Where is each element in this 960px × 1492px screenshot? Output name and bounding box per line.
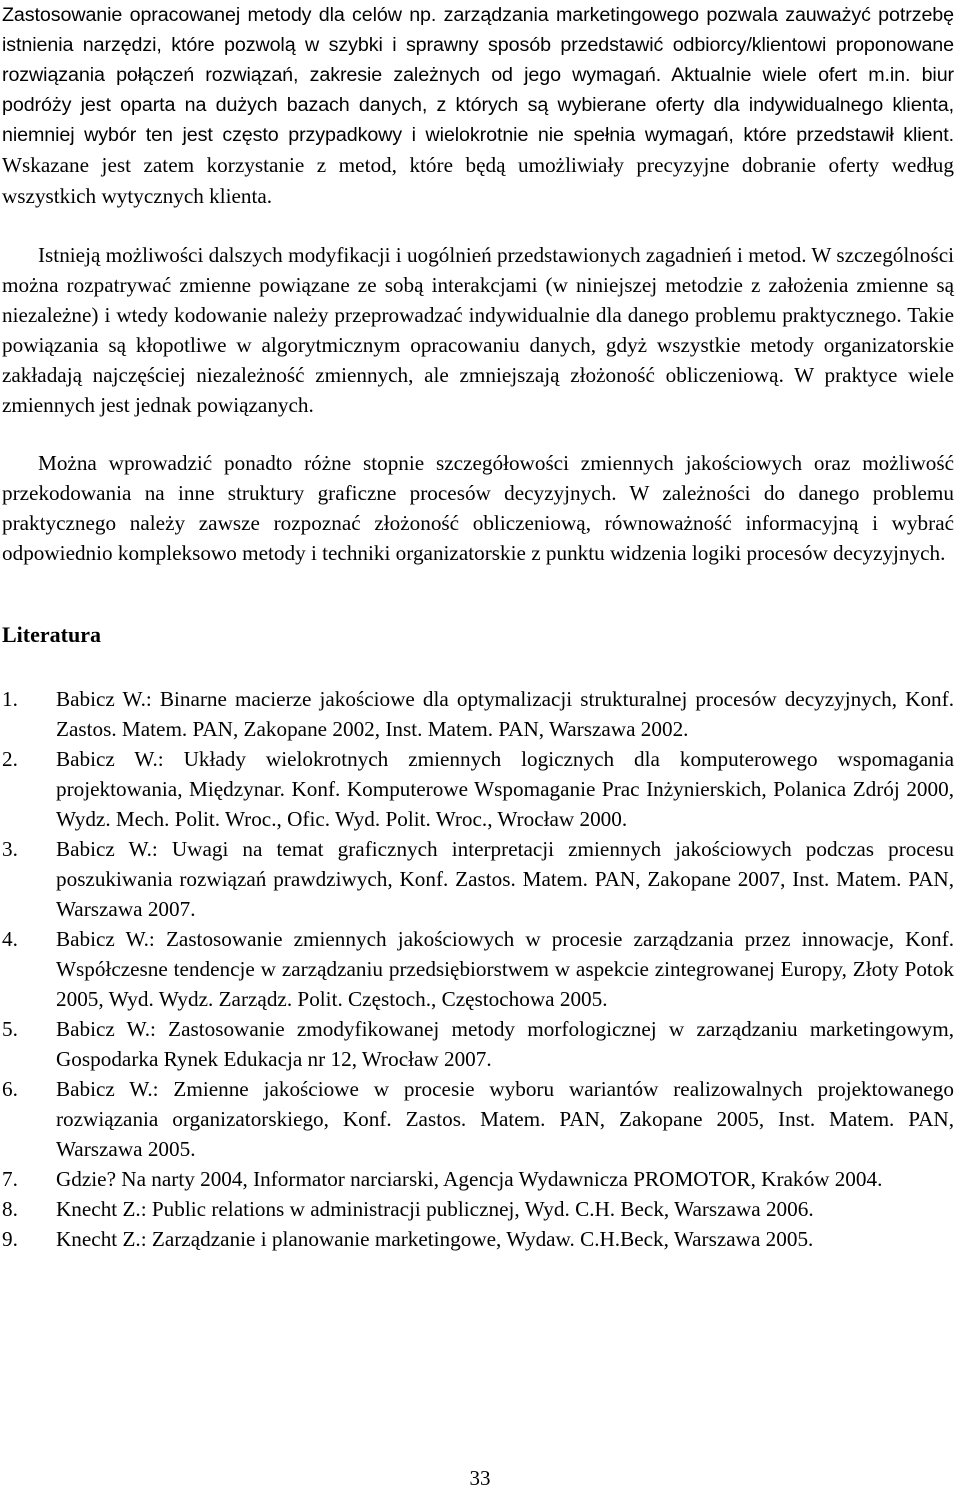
paragraph-intro xyxy=(2,0,954,212)
reference-text: Babicz W.: Uwagi na temat graficznych interpretacji zmiennych jakościowych podczas procesu poszukiwania rozwiązań prawdziwych, Konf. Zastos. Matem. PAN, Zakopane 2007, Inst. Matem. PAN, Warszawa 2007. xyxy=(56,837,954,921)
page-number: 33 xyxy=(469,1466,491,1490)
reference-number: 3. xyxy=(2,837,18,861)
reference-text: Babicz W.: Zmienne jakościowe w procesie wyboru wariantów realizowalnych projektowanego rozwiązania organizatorskiego, Konf. Zastos. Matem. PAN, Zakopane 2005, Inst. Matem. PAN, Warszawa 2005. xyxy=(56,1077,954,1161)
reference-item xyxy=(2,1164,954,1194)
reference-text: Knecht Z.: Zarządzanie i planowanie marketingowe, Wydaw. C.H.Beck, Warszawa 2005. xyxy=(56,1227,814,1251)
reference-item xyxy=(2,1014,954,1074)
reference-number: 7. xyxy=(2,1167,18,1191)
reference-number: 1. xyxy=(2,687,18,711)
paragraph-intro-sans-text: Zastosowanie opracowanej metody dla celów np. zarządzania marketingowego pozwala zauważyć potrzebę istnienia narzędzi, które pozwolą w szybki i sprawny sposób przedstawić odbiorcy/klientowi proponowane rozwiązania połączeń rozwiązań, zakresie zależnych od jego wymagań. Aktualnie wiele ofert m.in. biur podróży jest oparta na dużych bazach danych, z których są wybierane oferty dla indywidualnego klienta, niemniej wybór ten jest często przypadkowy i wielokrotnie nie spełnia wymagań, które przedstawił klient. xyxy=(2,4,954,146)
reference-item xyxy=(2,1194,954,1224)
reference-text: Knecht Z.: Public relations w administracji publicznej, Wyd. C.H. Beck, Warszawa 2006. xyxy=(56,1197,814,1221)
reference-number: 5. xyxy=(2,1017,18,1041)
reference-text: Babicz W.: Zastosowanie zmodyfikowanej metody morfologicznej w zarządzaniu marketingowym, Gospodarka Rynek Edukacja nr 12, Wrocław 2007. xyxy=(56,1017,954,1071)
paragraph-intro-serif-text: Wskazane jest zatem korzystanie z metod, które będą umożliwiały precyzyjne dobranie oferty według wszystkich wytycznych klienta. xyxy=(2,153,954,208)
reference-number: 2. xyxy=(2,747,18,771)
literature-heading: Literatura xyxy=(2,622,101,647)
reference-number: 9. xyxy=(2,1227,18,1251)
reference-item xyxy=(2,924,954,1014)
paragraph-detail-levels: Można wprowadzić ponadto różne stopnie szczegółowości zmiennych jakościowych oraz możliwość przekodowania na inne struktury graficzne procesów decyzyjnych. W zależności do danego problemu praktycznego należy zawsze rozpoznać złożoność obliczeniową, równoważność informacyjną i wybrać odpowiednio kompleksowo metody i techniki organizatorskie z punktu widzenia logiki procesów decyzyjnych. xyxy=(2,451,954,565)
reference-list xyxy=(2,684,954,1254)
reference-text: Babicz W.: Układy wielokrotnych zmiennych logicznych dla komputerowego wspomagania projektowania, Międzynar. Konf. Komputerowe Wspomaganie Prac Inżynierskich, Polanica Zdrój 2000, Wydz. Mech. Polit. Wroc., Ofic. Wyd. Polit. Wroc., Wrocław 2000. xyxy=(56,747,954,831)
reference-text: Babicz W.: Binarne macierze jakościowe dla optymalizacji strukturalnej procesów decyzyjnych, Konf. Zastos. Matem. PAN, Zakopane 2002, Inst. Matem. PAN, Warszawa 2002. xyxy=(56,687,954,741)
reference-item xyxy=(2,1224,954,1254)
reference-number: 6. xyxy=(2,1077,18,1101)
reference-number: 8. xyxy=(2,1197,18,1221)
paragraph-modifications: Istnieją możliwości dalszych modyfikacji i uogólnień przedstawionych zagadnień i metod. W szczególności można rozpatrywać zmienne powiązane ze sobą interakcjami (w niniejszej metodzie z założenia zmienne są niezależne) i wtedy kodowanie należy przeprowadzać indywidualnie dla danego problemu praktycznego. Takie powiązania są kłopotliwe w algorytmicznym opracowaniu danych, gdyż wszystkie metody organizatorskie zakładają najczęściej niezależność zmiennych, ale zmniejszają złożoność obliczeniową. W praktyce wiele zmiennych jest jednak powiązanych. xyxy=(2,243,954,417)
reference-item xyxy=(2,1074,954,1164)
reference-item xyxy=(2,834,954,924)
reference-item xyxy=(2,744,954,834)
reference-item xyxy=(2,684,954,744)
reference-text: Babicz W.: Zastosowanie zmiennych jakościowych w procesie zarządzania przez innowacje, Konf. Współczesne tendencje w zarządzaniu przedsiębiorstwem w aspekcie zintegrowanej Europy, Złoty Potok 2005, Wyd. Wydz. Zarządz. Polit. Częstoch., Częstochowa 2005. xyxy=(56,927,954,1011)
reference-number: 4. xyxy=(2,927,18,951)
reference-text: Gdzie? Na narty 2004, Informator narciarski, Agencja Wydawnicza PROMOTOR, Kraków 2004. xyxy=(56,1167,883,1191)
